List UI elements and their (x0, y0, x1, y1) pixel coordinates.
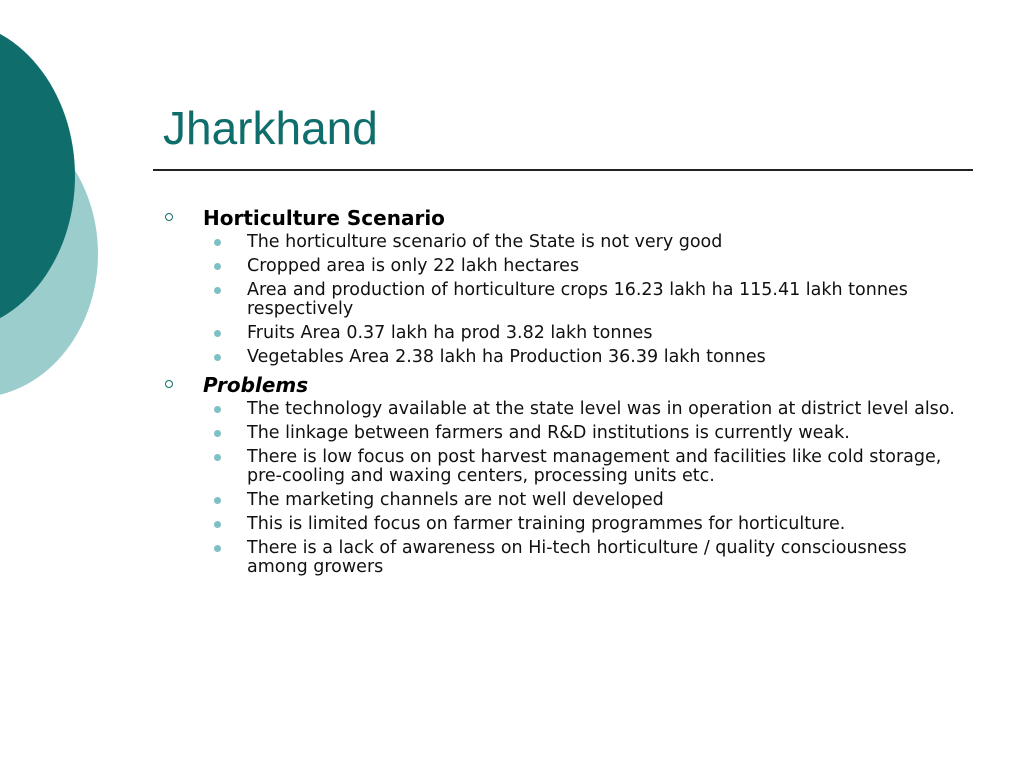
list-item (162, 448, 972, 486)
list-item (162, 324, 972, 343)
list-item-text: The horticulture scenario of the State is not very good (247, 232, 723, 252)
dot-bullet-icon (214, 406, 221, 413)
section-heading (162, 372, 972, 398)
section-heading (162, 205, 972, 231)
list-item-text: Cropped area is only 22 lakh hectares (247, 256, 580, 276)
list-item (162, 539, 972, 577)
dot-bullet-icon (214, 497, 221, 504)
list-item-text: Area and production of horticulture crops 16.23 lakh ha 115.41 lakh tonnes respectively (247, 280, 908, 319)
dot-bullet-icon (214, 239, 221, 246)
list-item-text: There is a lack of awareness on Hi-tech horticulture / quality consciousness among growers (247, 538, 907, 577)
list-item-text: The marketing channels are not well developed (247, 490, 664, 510)
ring-bullet-icon (165, 213, 173, 221)
dot-bullet-icon (214, 287, 221, 294)
list-item (162, 257, 972, 276)
dot-bullet-icon (214, 354, 221, 361)
section-problems (162, 372, 972, 577)
list-item (162, 281, 972, 319)
section-heading-text: Horticulture Scenario (203, 206, 445, 230)
list-item (162, 515, 972, 534)
bullet-list (162, 400, 972, 577)
dot-bullet-icon (214, 454, 221, 461)
dot-bullet-icon (214, 521, 221, 528)
dot-bullet-icon (214, 330, 221, 337)
bullet-list (162, 233, 972, 367)
list-item-text: The technology available at the state level was in operation at district level also. (247, 399, 955, 419)
dot-bullet-icon (214, 545, 221, 552)
dot-bullet-icon (214, 430, 221, 437)
list-item (162, 400, 972, 419)
list-item (162, 424, 972, 443)
list-item (162, 348, 972, 367)
dot-bullet-icon (214, 263, 221, 270)
list-item (162, 491, 972, 510)
slide-title: Jharkhand (163, 102, 378, 154)
list-item-text: There is low focus on post harvest management and facilities like cold storage, pre-cooling and waxing centers, processing units etc. (247, 447, 942, 486)
section-horticulture-scenario (162, 205, 972, 367)
title-divider (153, 169, 973, 171)
list-item-text: The linkage between farmers and R&D institutions is currently weak. (247, 423, 850, 443)
list-item-text: This is limited focus on farmer training programmes for horticulture. (247, 514, 846, 534)
ring-bullet-icon (165, 380, 173, 388)
section-heading-text: Problems (203, 373, 309, 397)
list-item (162, 233, 972, 252)
list-item-text: Vegetables Area 2.38 lakh ha Production 36.39 lakh tonnes (247, 347, 766, 367)
slide-content (162, 205, 972, 582)
list-item-text: Fruits Area 0.37 lakh ha prod 3.82 lakh tonnes (247, 323, 653, 343)
